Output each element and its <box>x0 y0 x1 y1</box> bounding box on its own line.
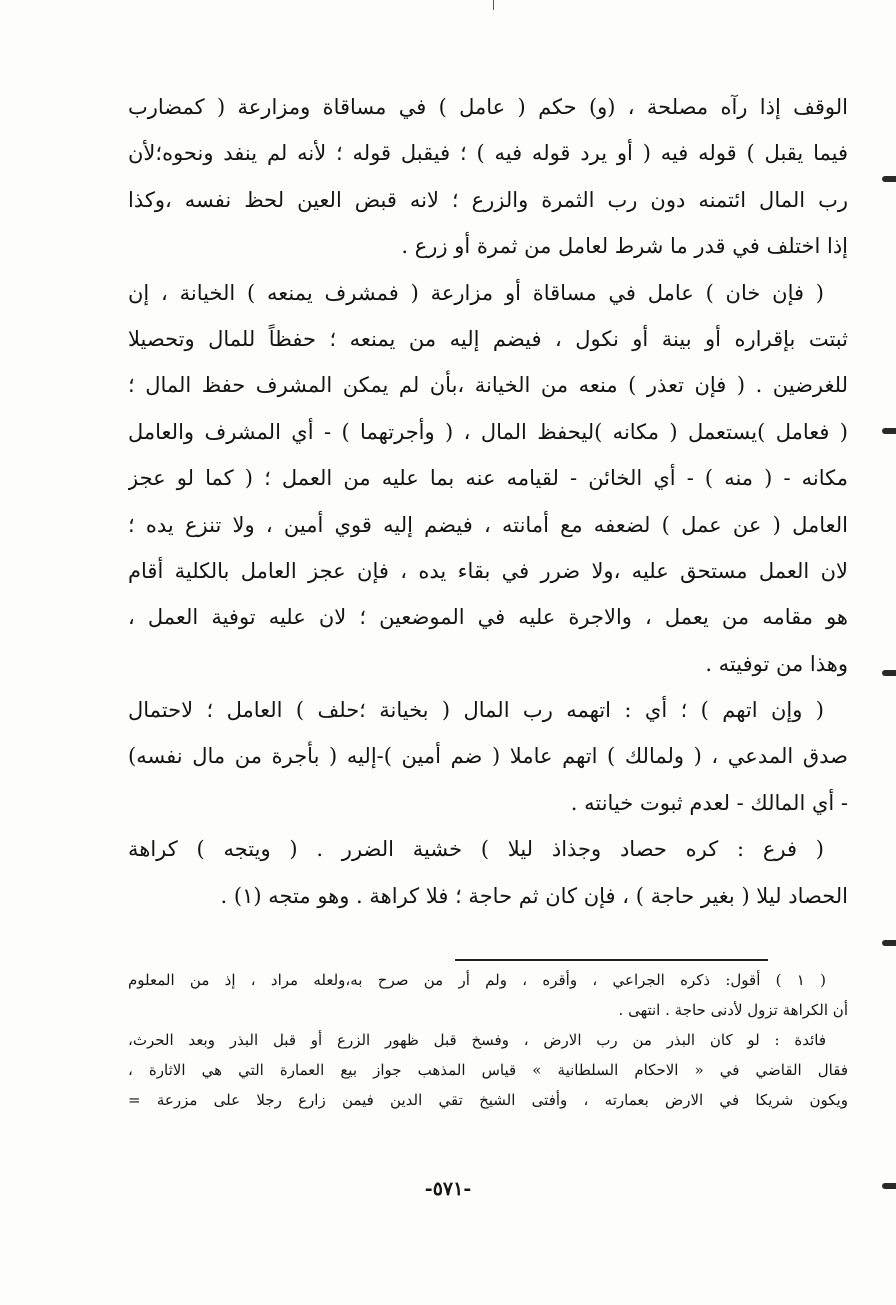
text-line: للغرضين . ( فإن تعذر ) منعه من الخيانة ،بأن لم يمكن المشرف حفظ المال ؛ <box>128 373 848 398</box>
main-text <box>128 84 848 919</box>
binding-mark <box>882 940 896 946</box>
binding-mark <box>882 428 896 434</box>
text-line: ثبتت بإقراره أو بينة أو نكول ، فيضم إليه من يمنعه ؛ حفظاً للمال وتحصيلا <box>128 326 848 351</box>
text-line: الحصاد ليلا ( بغير حاجة ) ، فإن كان ثم حاجة ؛ فلا كراهة . وهو متجه (١) . <box>220 883 848 908</box>
footnote-line: ويكون شريكا في الارض بعمارته ، وأفتى الشيخ تقي الدين فيمن زارع رجلا على مزرعة = <box>128 1091 848 1109</box>
text-line: صدق المدعي ، ( ولمالك ) اتهم عاملا ( ضم أمين )-إليه ( بأجرة من مال نفسه) <box>128 744 848 769</box>
text-line: رب المال ائتمنه دون رب الثمرة والزرع ؛ لانه قبض العين لحظ نفسه ،وكذا <box>128 187 848 212</box>
text-line: مكانه - ( منه ) - أي الخائن - لقيامه عنه بما عليه من العمل ؛ ( كما لو عجز <box>128 466 848 491</box>
page-number: -٥٧١- <box>424 1178 472 1200</box>
scan-mark <box>493 0 494 10</box>
text-line: إذا اختلف في قدر ما شرط لعامل من ثمرة أو زرع . <box>401 234 848 259</box>
binding-mark <box>882 176 896 182</box>
footnote-line: فقال القاضي في « الاحكام السلطانية » قياس المذهب جواز بيع العمارة التي هي الاثارة ، <box>128 1061 848 1079</box>
text-line: ( وإن اتهم ) ؛ أي : اتهمه رب المال ( بخيانة ؛حلف ) العامل ؛ لاحتمال <box>128 698 824 723</box>
text-line: العامل ( عن عمل ) لضعفه مع أمانته ، فيضم إليه قوي أمين ، ولا تنزع يده ؛ <box>128 512 848 537</box>
text-line: وهذا من توفيته . <box>705 651 848 676</box>
binding-mark <box>882 1183 896 1189</box>
text-line: - أي المالك - لعدم ثبوت خيانته . <box>570 790 848 815</box>
footnote-line: فائدة : لو كان البذر من رب الارض ، وفسخ قبل ظهور الزرع أو قبل البذر وبعد الحرث، <box>128 1031 826 1049</box>
text-line: فيما يقبل ) قوله فيه ( أو يرد قوله فيه ) ؛ فيقبل قوله ؛ لأنه لم ينفد ونحوه؛لأن <box>128 141 848 166</box>
footnote-divider <box>455 959 768 961</box>
text-line: الوقف إذا رآه مصلحة ، (و) حكم ( عامل ) في مساقاة ومزارعة ( كمضارب <box>128 95 848 119</box>
footnote-line: أن الكراهة تزول لأدنى حاجة . انتهى . <box>618 1001 848 1019</box>
binding-mark <box>882 670 896 676</box>
text-line: لان العمل مستحق عليه ،ولا ضرر في بقاء يده ، فإن عجز العامل بالكلية أقام <box>128 558 848 583</box>
text-line: ( فإن خان ) عامل في مساقاة أو مزارعة ( فمشرف يمنعه ) الخيانة ، إن <box>128 280 824 305</box>
footnotes <box>128 965 848 1115</box>
text-line: ( فعامل )يستعمل ( مكانه )ليحفظ المال ، ( وأجرتهما ) - أي المشرف والعامل <box>128 419 848 444</box>
footnote-line: ( ١ ) أقول: ذكره الجراعي ، وأقره ، ولم أر من صرح به،ولعله مراد ، إذ من المعلوم <box>128 971 826 989</box>
text-line: ( فرع : كره حصاد وجذاذ ليلا ) خشية الضرر . ( ويتجه ) كراهة <box>128 837 824 862</box>
text-line: هو مقامه من يعمل ، والاجرة عليه في الموضعين ؛ لان عليه توفية العمل ، <box>128 605 848 630</box>
